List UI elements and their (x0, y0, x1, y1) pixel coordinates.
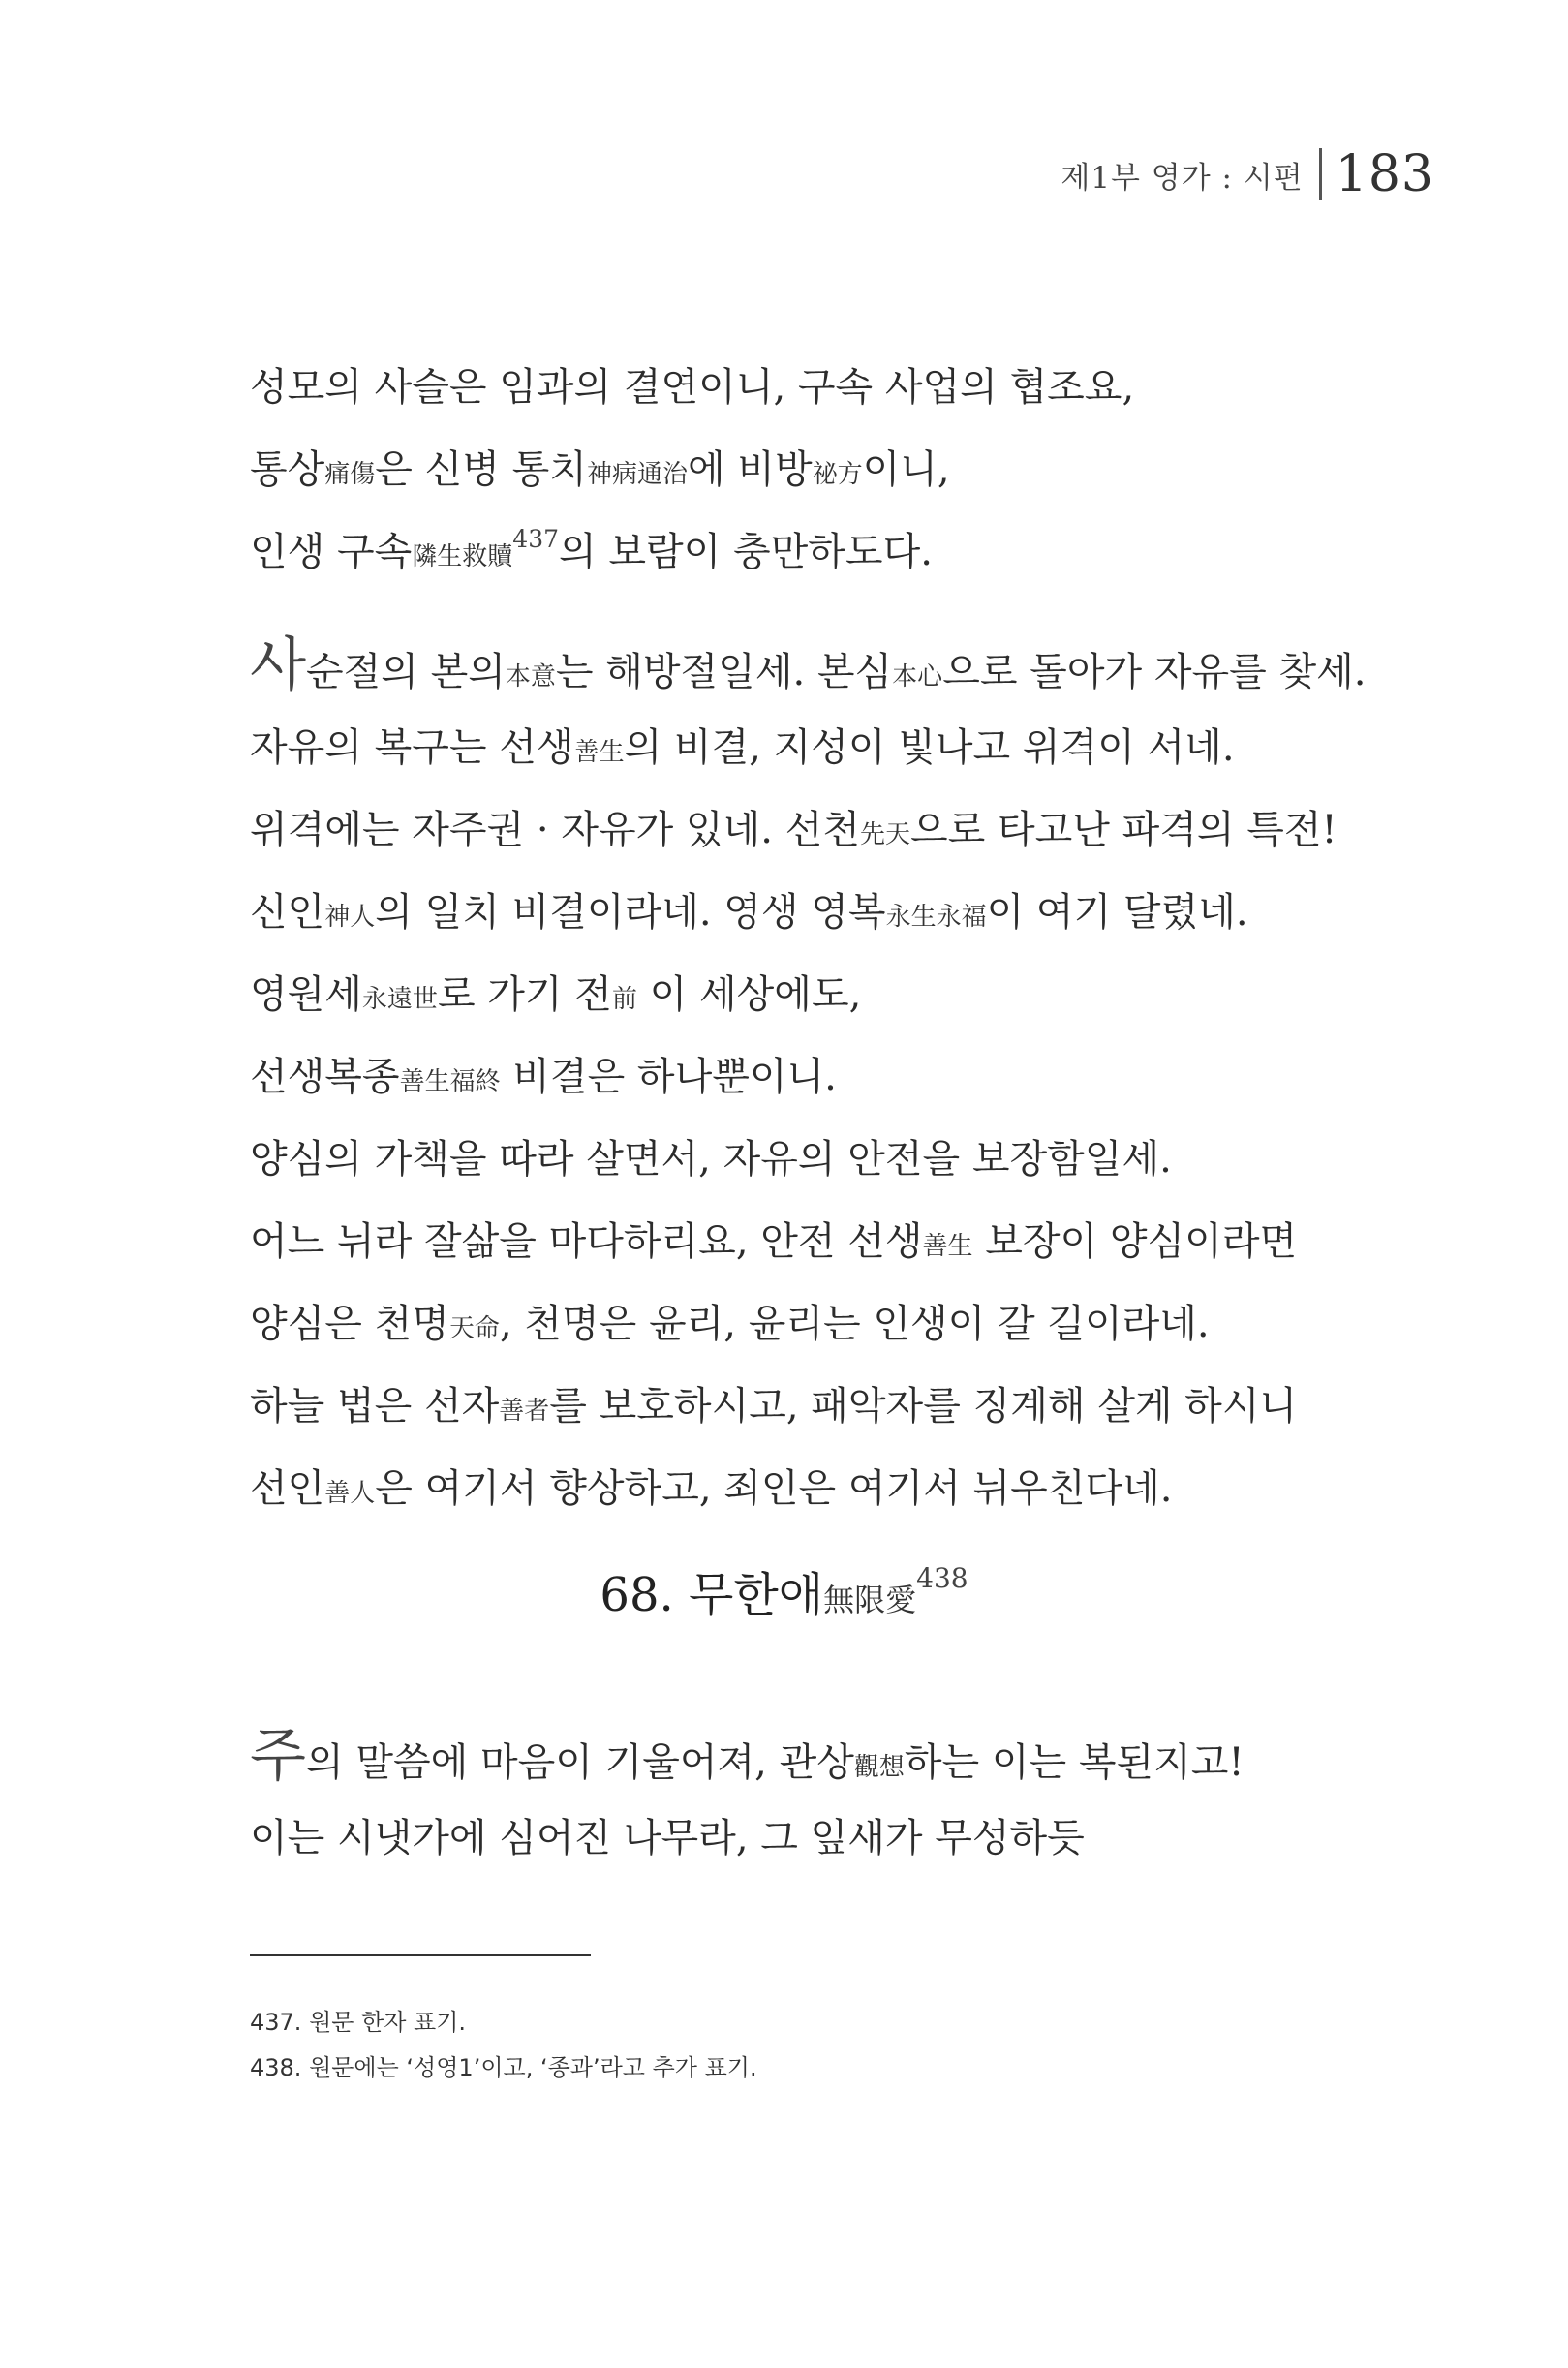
text-run: 보장이 양심이라면 (972, 1219, 1298, 1264)
section-heading (0, 1557, 1568, 1624)
text-run: 선생복종 (250, 1055, 400, 1099)
text-run: 은 여기서 향상하고, 죄인은 여기서 뉘우친다네. (375, 1466, 1173, 1511)
text-run: 는 해방절일세. 본심 (555, 650, 893, 694)
text-run: 으로 타고난 파격의 특전! (909, 808, 1337, 852)
hanja-annotation: 無限愛 (823, 1582, 917, 1618)
text-run: 로 가기 전 (437, 972, 612, 1017)
hanja-annotation: 善生 (573, 738, 625, 767)
hanja-annotation: 祕方 (812, 460, 863, 489)
text-line (250, 447, 950, 492)
header-divider (1319, 148, 1322, 200)
text-run: 은 신병 통치 (375, 447, 587, 492)
text-run: 이 여기 달렸네. (986, 890, 1248, 935)
text-run: 의 보람이 충만하도다. (559, 530, 933, 574)
hanja-annotation: 觀想 (853, 1753, 905, 1782)
initial-letter: 사 (250, 631, 306, 699)
text-run: 영원세 (250, 972, 362, 1017)
text-line (250, 1384, 1298, 1429)
text-run: , 천명은 윤리, 윤리는 인생이 갈 길이라네. (499, 1302, 1210, 1346)
text-run: 이 세상에도, (636, 972, 862, 1017)
text-line (250, 890, 1248, 935)
hanja-annotation: 善人 (324, 1479, 376, 1508)
text-run: 성모의 사슬은 임과의 결연이니, 구속 사업의 협조요, (250, 365, 1135, 410)
text-line (250, 1219, 1298, 1264)
text-run: 으로 돌아가 자유를 찾세. (942, 650, 1367, 694)
text-run: 양심은 천명 (250, 1302, 449, 1346)
footnote-divider (250, 1954, 591, 1956)
hanja-annotation: 前 (611, 985, 637, 1014)
text-run: 를 보호하시고, 패악자를 징계해 살게 하시니 (549, 1384, 1298, 1429)
hanja-annotation: 本心 (892, 662, 943, 692)
text-run: 위격에는 자주권 · 자유가 있네. 선천 (250, 808, 860, 852)
text-run: 신인 (250, 890, 325, 935)
text-run: 자유의 복구는 선생 (250, 725, 574, 770)
hanja-annotation: 先天 (859, 820, 910, 849)
text-run: 의 비결, 지성이 빛나고 위격이 서네. (624, 725, 1235, 770)
text-line (250, 1722, 1245, 1790)
text-run: 어느 뉘라 잘삶을 마다하리요, 안전 선생 (250, 1219, 923, 1264)
text-run: 에 비방 (687, 447, 813, 492)
text-run: 인생 구속 (250, 530, 413, 574)
text-line (250, 365, 1135, 410)
hanja-annotation: 痛傷 (324, 460, 376, 489)
text-line (250, 1302, 1210, 1346)
text-run: 통상 (250, 447, 325, 492)
text-line (250, 972, 862, 1017)
footnote-438: 438. 원문에는 ‘성영1’이고, ‘종과’라고 추가 표기. (250, 2054, 757, 2081)
hanja-annotation: 善生 (922, 1232, 973, 1261)
text-line (250, 1466, 1173, 1511)
running-header-title: 제1부 영가 : 시편 (1061, 160, 1304, 196)
hanja-annotation: 神病通治 (586, 460, 688, 489)
text-run: 순절의 본의 (305, 650, 506, 694)
running-header (1061, 145, 1434, 203)
text-line (250, 725, 1235, 770)
text-line (250, 1816, 1085, 1861)
text-run: 의 일치 비결이라네. 영생 영복 (375, 890, 886, 935)
hanja-annotation: 天命 (448, 1314, 500, 1343)
hanja-annotation: 本意 (505, 662, 556, 692)
text-line (250, 631, 1367, 699)
text-run: 이는 시냇가에 심어진 나무라, 그 잎새가 무성하듯 (250, 1816, 1085, 1861)
hanja-annotation: 神人 (324, 903, 376, 932)
text-run: 하늘 법은 선자 (250, 1384, 500, 1429)
text-run: 양심의 가책을 따라 살면서, 자유의 안전을 보장함일세. (250, 1137, 1172, 1182)
footnote-ref: 437 (512, 525, 560, 553)
text-line (250, 1137, 1172, 1182)
text-line (250, 1055, 837, 1099)
text-run: 의 말씀에 마음이 기울어져, 관상 (305, 1740, 854, 1785)
text-line (250, 808, 1337, 852)
text-line (250, 525, 933, 574)
text-run: 비결은 하나뿐이니. (500, 1055, 837, 1099)
hanja-annotation: 永遠世 (361, 985, 438, 1014)
hanja-annotation: 隣生救贖 (412, 542, 513, 571)
text-run: 하는 이는 복된지고! (904, 1740, 1245, 1785)
text-run: 68. 무한애 (600, 1568, 824, 1622)
initial-letter: 주 (250, 1722, 306, 1790)
text-run: 이니, (862, 447, 950, 492)
page-number: 183 (1335, 145, 1434, 203)
hanja-annotation: 永生永福 (885, 903, 987, 932)
footnote-ref: 438 (916, 1562, 968, 1594)
footnote-437: 437. 원문 한자 표기. (250, 2009, 467, 2036)
hanja-annotation: 善生福終 (399, 1067, 501, 1096)
text-run: 선인 (250, 1466, 325, 1511)
hanja-annotation: 善者 (499, 1397, 550, 1426)
